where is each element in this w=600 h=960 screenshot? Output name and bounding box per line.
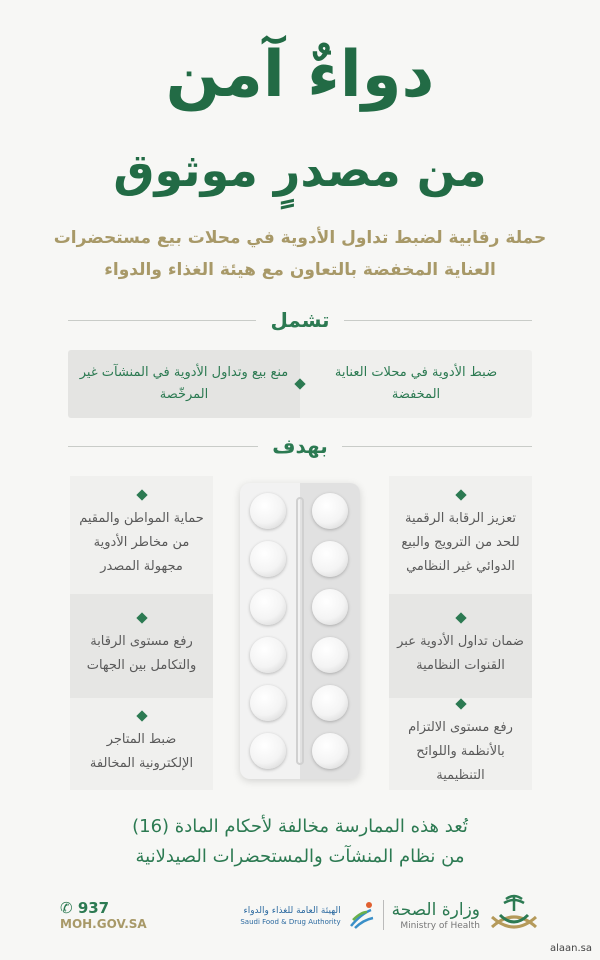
pill [250, 493, 286, 529]
includes-heading [68, 305, 532, 335]
goal-text: تعزيز الرقابة الرقمية للحد من الترويج والبيع الدوائي غير النظامي [401, 511, 520, 574]
sfda-logo-icon [349, 900, 375, 930]
sfda-name [240, 905, 340, 926]
goals-heading [68, 431, 532, 461]
contact-info [60, 899, 147, 931]
include-item: منع بيع وتداول الأدوية في المنشآت غير المرخّصة [68, 350, 300, 418]
title-line-2: من مصدرٍ موثوق [113, 143, 487, 197]
pill [250, 685, 286, 721]
moh-name-en: Ministry of Health [400, 921, 480, 931]
goals-heading-text: بهدف [272, 434, 328, 458]
diamond-icon [136, 710, 147, 721]
title-line-1: دواءٌ آمن [165, 38, 435, 112]
sfda-name-en: Saudi Food & Drug Authority [240, 917, 341, 926]
goal-text: رفع مستوى الالتزام بالأنظمة واللوائح التنظيمية [408, 720, 513, 783]
pill [250, 637, 286, 673]
pill [312, 541, 348, 577]
divider [344, 320, 532, 321]
pill-blister-image [240, 483, 360, 779]
goal-text: ضبط المتاجر الإلكترونية المخالفة [89, 732, 194, 771]
goal-item [389, 594, 532, 698]
sfda-name-ar: الهيئة العامة للغذاء والدواء [243, 905, 341, 916]
goal-item [389, 476, 532, 594]
moh-logo-icon [488, 893, 540, 937]
pill [312, 589, 348, 625]
goal-item [70, 476, 213, 594]
subtitle-line-1: حملة رقابية لضبط تداول الأدوية في محلات بيع مستحضرات [53, 228, 547, 248]
include-item: ضبط الأدوية في محلات العناية المخفضة [300, 350, 532, 418]
divider [68, 446, 258, 447]
divider [383, 900, 384, 930]
goal-item [389, 698, 532, 790]
watermark: alaan.sa [549, 943, 592, 954]
pill [312, 637, 348, 673]
blister-slot [296, 497, 304, 765]
subtitle [10, 222, 590, 286]
pill [250, 589, 286, 625]
pill [250, 541, 286, 577]
diamond-icon [455, 698, 466, 709]
footer [60, 893, 540, 937]
subtitle-line-2: العناية المخفضة بالتعاون مع هيئة الغذاء والدواء [104, 260, 496, 280]
includes-heading-text: تشمل [270, 308, 330, 332]
pill [312, 493, 348, 529]
moh-name [392, 899, 480, 931]
phone-number: 937 [77, 899, 110, 917]
pill [250, 733, 286, 769]
goals-right-column [389, 476, 532, 790]
phone[interactable] [60, 899, 147, 917]
moh-name-ar: وزارة الصحة [391, 900, 480, 920]
goals-left-column [70, 476, 213, 790]
website-link[interactable]: MOH.GOV.SA [60, 917, 147, 931]
goal-item [70, 698, 213, 790]
divider [342, 446, 532, 447]
goal-text: حماية المواطن والمقيم من مخاطر الأدوية مجهولة المصدر [79, 511, 204, 574]
diamond-icon [136, 489, 147, 500]
diamond-icon [455, 489, 466, 500]
legal-note-line-2: من نظام المنشآت والمستحضرات الصيدلانية [135, 846, 465, 867]
legal-note-line-1: تُعد هذه الممارسة مخالفة لأحكام المادة (16) [132, 816, 468, 837]
phone-icon: ✆ [60, 899, 73, 917]
goal-text: ضمان تداول الأدوية عبر القنوات النظامية [397, 634, 524, 673]
pill [312, 685, 348, 721]
goal-item [70, 594, 213, 698]
diamond-icon [455, 612, 466, 623]
pill [312, 733, 348, 769]
legal-note [20, 812, 580, 872]
divider [68, 320, 256, 321]
diamond-icon [136, 612, 147, 623]
logos [240, 893, 540, 937]
goal-text: رفع مستوى الرقابة والتكامل بين الجهات [86, 634, 197, 673]
